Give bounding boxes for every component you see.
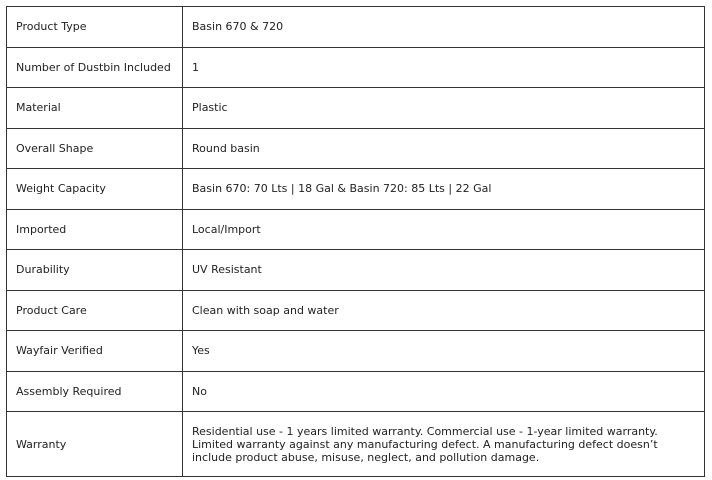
spec-label: Warranty <box>7 412 183 477</box>
spec-row-assembly-required <box>7 371 705 412</box>
spec-label: Material <box>7 88 183 129</box>
spec-row-product-care <box>7 290 705 331</box>
spec-value: Clean with soap and water <box>183 290 705 331</box>
product-spec-table <box>6 6 705 477</box>
spec-label: Assembly Required <box>7 371 183 412</box>
spec-label: Number of Dustbin Included <box>7 47 183 88</box>
spec-row-dustbin-count <box>7 47 705 88</box>
spec-label: Durability <box>7 250 183 291</box>
spec-value: No <box>183 371 705 412</box>
spec-row-overall-shape <box>7 128 705 169</box>
spec-label: Product Care <box>7 290 183 331</box>
spec-label: Wayfair Verified <box>7 331 183 372</box>
spec-label: Imported <box>7 209 183 250</box>
spec-value: 1 <box>183 47 705 88</box>
spec-label: Weight Capacity <box>7 169 183 210</box>
spec-row-durability <box>7 250 705 291</box>
spec-row-imported <box>7 209 705 250</box>
spec-value: Round basin <box>183 128 705 169</box>
spec-row-warranty <box>7 412 705 477</box>
spec-row-product-type <box>7 7 705 48</box>
spec-value: Yes <box>183 331 705 372</box>
spec-value: Local/Import <box>183 209 705 250</box>
spec-label: Product Type <box>7 7 183 48</box>
spec-label: Overall Shape <box>7 128 183 169</box>
spec-value: Plastic <box>183 88 705 129</box>
spec-row-weight-capacity <box>7 169 705 210</box>
spec-value: UV Resistant <box>183 250 705 291</box>
spec-row-wayfair-verified <box>7 331 705 372</box>
spec-value: Basin 670: 70 Lts | 18 Gal & Basin 720: 85 Lts | 22 Gal <box>183 169 705 210</box>
spec-table-body <box>7 7 705 477</box>
spec-row-material <box>7 88 705 129</box>
spec-value: Basin 670 & 720 <box>183 7 705 48</box>
spec-value: Residential use - 1 years limited warranty. Commercial use - 1-year limited warranty. Limited warranty against any manufacturing defect. A manufacturing defect doesn’t include product abuse, misuse, neglect, and pollution damage. <box>183 412 705 477</box>
